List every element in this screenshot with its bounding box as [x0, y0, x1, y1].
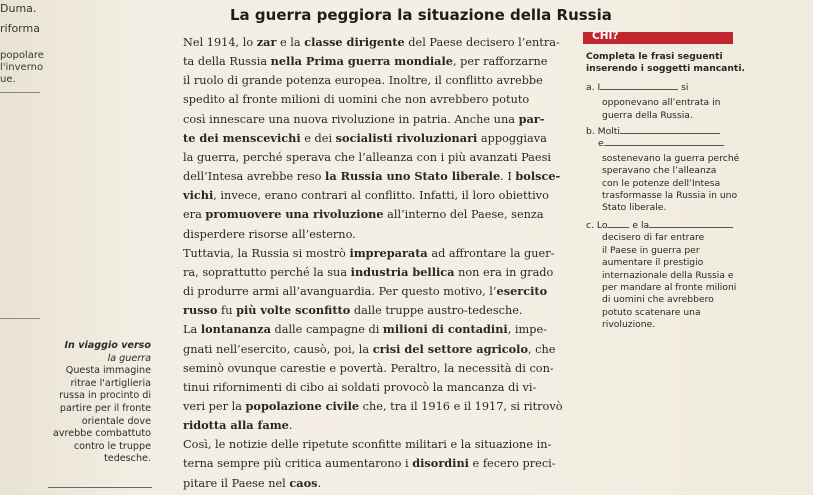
bold-term: vichi: [183, 188, 214, 203]
caption-line: avrebbe combattuto: [52, 428, 151, 440]
item-text: trasformasse la Russia in uno: [602, 190, 738, 202]
body-text-line: [183, 52, 573, 71]
item-text: di uomini che avrebbero: [602, 294, 714, 306]
bold-term: lontananza: [200, 322, 271, 337]
body-text-line: [183, 301, 573, 320]
bold-term: promuovere una rivoluzione: [205, 207, 384, 222]
body-text-line: [183, 435, 573, 454]
margin-fragment: popolare: [0, 50, 44, 61]
text-run: Così, le notizie delle ripetute sconfitte militari e la situazione in-: [183, 438, 552, 452]
text-run: Nel 1914, lo: [183, 36, 257, 49]
exercise-instruction: Completa le frasi seguenti: [586, 51, 723, 62]
caption-divider: [48, 487, 152, 488]
bold-term: più volte sconfitto: [236, 303, 351, 318]
exercise-item-a: [586, 82, 786, 94]
body-text-line: [183, 340, 573, 359]
text-run: , che: [528, 342, 556, 356]
caption-line: Questa immagine: [65, 365, 151, 377]
body-text-line: [183, 129, 573, 148]
text-run: che, tra il 1916 e il 1917, si ritrovò: [359, 399, 563, 413]
text-run: e dei: [300, 131, 336, 145]
text-run: dell’Intesa avrebbe reso: [183, 170, 326, 184]
margin-fragment: l'inverno: [0, 62, 44, 73]
bold-term: russo: [183, 303, 218, 318]
margin-fragment: ue.: [0, 74, 16, 85]
text-run: La: [183, 323, 201, 337]
exercise-item-b: [586, 126, 786, 138]
text-run: dalle campagne di: [270, 323, 383, 337]
item-label: a. I: [586, 81, 601, 93]
item-text: si: [681, 81, 689, 93]
text-run: dalle truppe austro-tedesche.: [350, 304, 523, 318]
answer-blank[interactable]: [600, 89, 678, 90]
text-run: veri per la: [183, 399, 246, 413]
text-run: non era in grado: [454, 265, 554, 279]
text-run: terna sempre più critica aumentarono i: [183, 457, 413, 471]
main-text: [183, 33, 573, 493]
bold-term: socialisti rivoluzionari: [335, 130, 478, 145]
image-caption: [30, 340, 151, 466]
body-text-line: [183, 454, 573, 473]
text-run: , impe-: [507, 323, 547, 337]
body-text-line: [183, 282, 573, 301]
bold-term: la Russia uno Stato liberale: [325, 169, 501, 184]
exercise-instruction: inserendo i soggetti mancanti.: [586, 63, 745, 75]
body-text-line: [183, 167, 573, 186]
bold-term: popolazione civile: [245, 398, 360, 413]
item-label: b. Molti: [586, 126, 620, 138]
body-text-line: [183, 225, 573, 244]
body-text-line: [183, 244, 573, 263]
text-run: ra, soprattutto perché la sua: [183, 265, 351, 279]
body-text-line: [183, 263, 573, 282]
body-text-line: [183, 148, 573, 167]
body-text-line: [183, 110, 573, 129]
margin-divider: [0, 318, 40, 319]
text-run: all’interno del Paese, senza: [383, 208, 544, 222]
text-run: Tuttavia, la Russia si mostrò: [183, 246, 350, 260]
body-text-line: [183, 320, 573, 339]
item-text: internazionale della Russia e: [602, 269, 734, 281]
text-run: era: [183, 208, 206, 222]
item-text: per mandare al fronte milioni: [602, 281, 737, 293]
text-run: .: [288, 419, 293, 433]
text-run: del Paese decisero l’entra-: [404, 36, 560, 49]
item-text: e la: [632, 219, 650, 231]
exercise-item-b-cont: [586, 138, 786, 150]
bold-term: te dei menscevichi: [183, 130, 301, 145]
answer-blank[interactable]: [620, 133, 720, 134]
body-text-line: [183, 205, 573, 224]
margin-fragment: riforma: [0, 22, 40, 35]
body-text-line: [183, 474, 573, 493]
item-label: c. Lo: [586, 219, 608, 231]
body-text-line: [183, 397, 573, 416]
bold-term: crisi del settore agricolo: [372, 341, 528, 356]
item-text: aumentare il prestigio: [602, 257, 704, 269]
bold-term: impreparata: [349, 245, 428, 260]
caption-title: In viaggio verso: [64, 340, 151, 351]
text-run: ad affrontare la guer-: [427, 246, 555, 260]
margin-fragment: Duma.: [0, 2, 37, 15]
bold-term: nella Prima guerra mondiale: [270, 54, 453, 69]
text-run: gnati nell’esercito, causò, poi, la: [183, 342, 373, 356]
text-run: seminò ovunque carestie e povertà. Peraltro, la necessità di con-: [183, 361, 554, 375]
bold-term: zar: [256, 35, 277, 49]
caption-line: partire per il fronte: [59, 402, 151, 414]
text-run: tinui rifornimenti di cibo ai soldati provocò la mancanza di vi-: [183, 380, 537, 394]
item-text: potuto scatenare una: [602, 306, 701, 318]
text-run: , per rafforzarne: [452, 55, 548, 69]
body-text-line: [183, 359, 573, 378]
text-run: disperdere risorse all’esterno.: [183, 227, 356, 241]
body-text-line: [183, 378, 573, 397]
bold-term: classe dirigente: [304, 35, 405, 49]
margin-divider: [0, 92, 40, 93]
answer-blank[interactable]: [607, 227, 629, 228]
text-run: di produrre armi all’avanguardia. Per questo motivo, l’: [183, 285, 497, 299]
item-text: speravano che l’alleanza: [602, 165, 717, 177]
bold-term: milioni di contadini: [382, 322, 508, 337]
caption-line: tedesche.: [104, 453, 151, 465]
text-run: .: [317, 476, 322, 490]
answer-blank[interactable]: [604, 145, 724, 146]
item-text: opponevano all’entrata in: [602, 97, 721, 109]
bold-term: industria bellica: [350, 264, 455, 279]
bold-term: ridotta alla fame: [183, 418, 289, 433]
exercise-box: [586, 51, 786, 332]
body-text-line: [183, 33, 573, 52]
text-run: . I: [500, 170, 516, 184]
body-text-line: [183, 90, 573, 109]
exercise-header: CHI?: [592, 30, 619, 42]
item-text: e: [598, 138, 604, 150]
caption-line: orientale dove: [81, 415, 151, 427]
item-text: Stato liberale.: [602, 202, 667, 214]
body-text-line: [183, 71, 573, 90]
text-run: spedito al fronte milioni di uomini che non avrebbero potuto: [183, 93, 530, 107]
item-text: sostenevano la guerra perché: [602, 152, 740, 164]
exercise-item-c: [586, 220, 786, 232]
item-text: guerra della Russia.: [602, 109, 693, 121]
answer-blank[interactable]: [649, 227, 733, 228]
caption-line: ritrae l'artiglieria: [70, 377, 151, 389]
caption-line: contro le truppe: [73, 440, 151, 452]
page-title: La guerra peggiora la situazione della Russia: [230, 6, 612, 24]
bold-term: disordini: [412, 456, 469, 471]
text-run: appoggiava: [477, 131, 547, 145]
text-run: così innescare una nuova rivoluzione in patria. Anche una: [183, 112, 519, 126]
body-text-line: [183, 416, 573, 435]
item-text: con le potenze dell’Intesa: [602, 177, 721, 189]
bold-term: par-: [518, 111, 545, 126]
text-run: pitare il Paese nel: [183, 476, 290, 490]
text-run: il ruolo di grande potenza europea. Inoltre, il conflitto avrebbe: [183, 74, 543, 88]
item-text: il Paese in guerra per: [602, 244, 700, 256]
text-run: ta della Russia: [183, 55, 271, 69]
body-text-line: [183, 186, 573, 205]
text-run: e la: [276, 36, 305, 49]
item-text: rivoluzione.: [602, 319, 656, 331]
item-text: decisero di far entrare: [602, 232, 705, 244]
text-run: la guerra, perché sperava che l’alleanza con i più avanzati Paesi: [183, 150, 552, 164]
bold-term: esercito: [496, 284, 548, 299]
bold-term: caos: [289, 475, 318, 490]
caption-line: russa in procinto di: [59, 390, 151, 402]
text-run: , invece, erano contrari al conflitto. Infatti, il loro obiettivo: [213, 189, 549, 203]
text-run: e fecero preci-: [468, 457, 556, 471]
caption-line: la guerra: [107, 352, 151, 364]
bold-term: bolsce-: [515, 169, 561, 184]
text-run: fu: [217, 304, 237, 318]
